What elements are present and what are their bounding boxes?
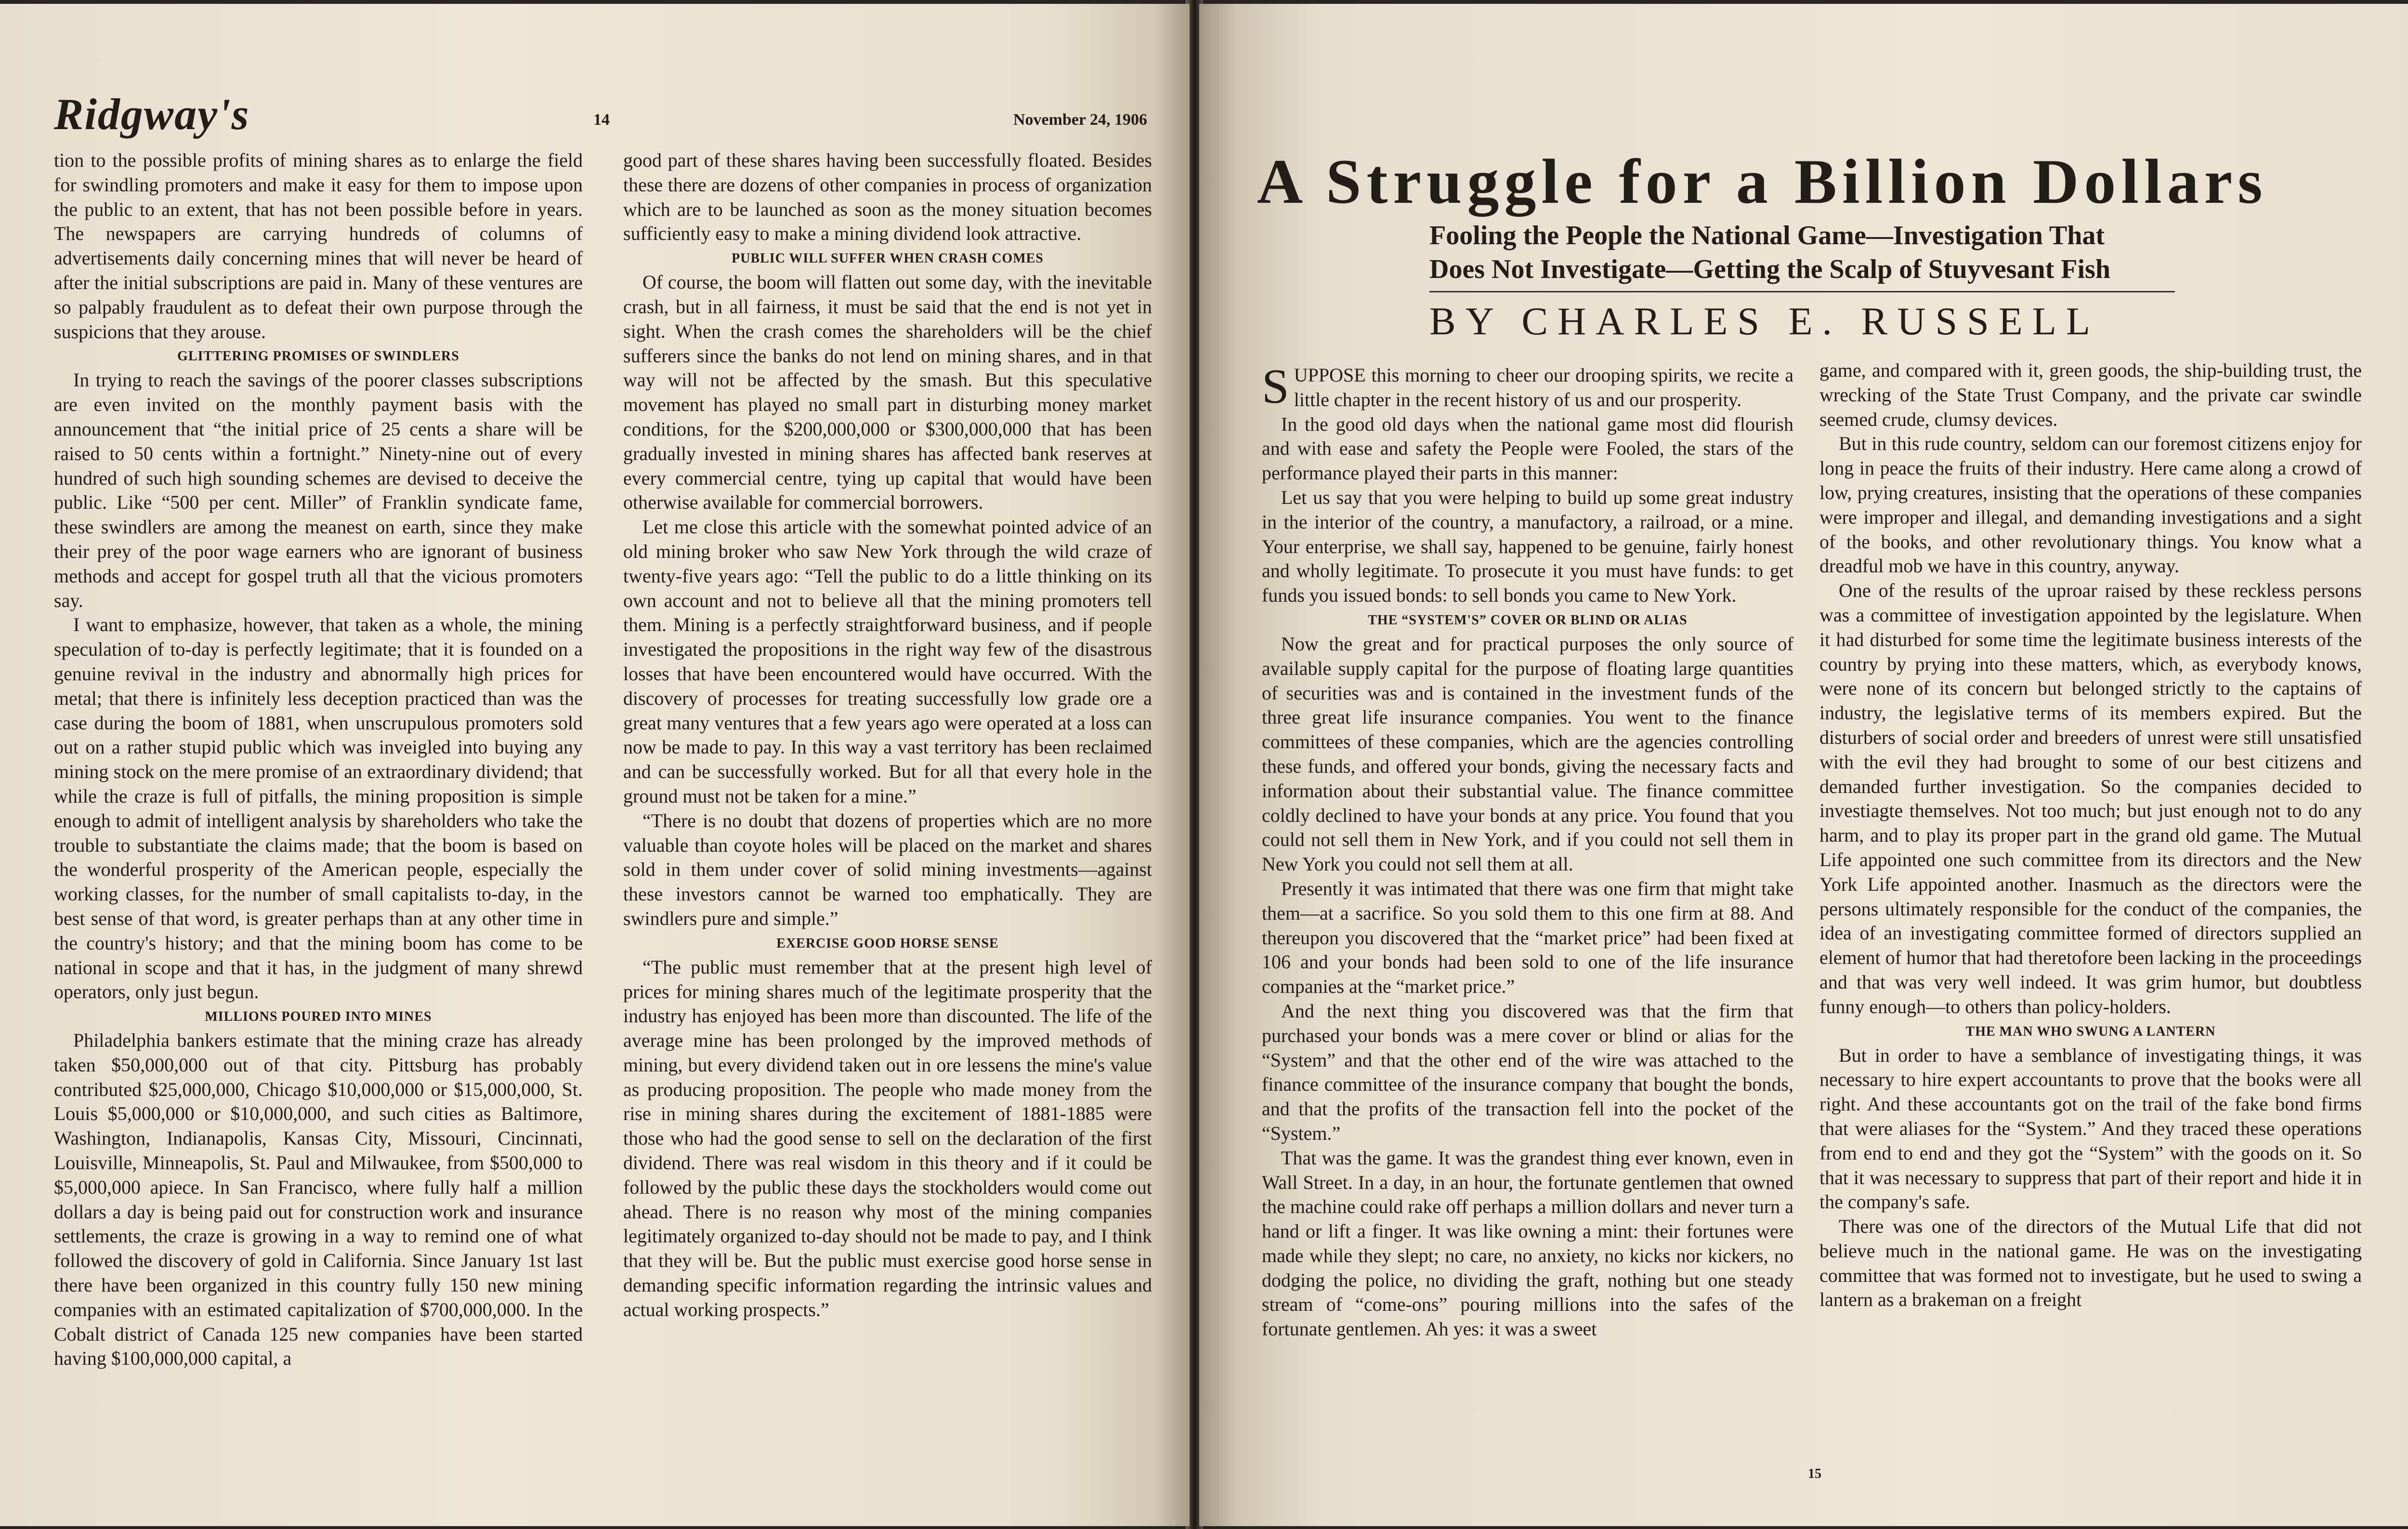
paragraph: In the good old days when the national game most did flourish and with ease and safety the People were Fooled, the stars of the performance played their parts in this manner: (1262, 413, 1793, 484)
section-heading: MILLIONS POURED INTO MINES (205, 1009, 432, 1025)
paragraph: Presently it was intimated that there was one firm that might take them—at a sacrifice. So you sold them to this one firm at 88. And thereupon you discovered that the “market price” had been fixed at 106 and your bonds had been sold to one of the life insurance companies at the “market price.” (1262, 877, 1793, 998)
page-number-right: 15 (1808, 1466, 1821, 1481)
section-heading: THE MAN WHO SWUNG A LANTERN (1965, 1024, 2216, 1039)
subtitle-line: Does Not Investigate—Getting the Scalp of Stuyvesant Fish (1429, 254, 2110, 284)
section-heading: PUBLIC WILL SUFFER WHEN CRASH COMES (732, 251, 1044, 266)
paragraph: But in this rude country, seldom can our foremost citizens enjoy for long in peace the fruits of their industry. Here came along a crowd of low, prying creatures, insisting that the operations of these companies were improper and illegal, and demanding investigations and a sight of the books, and other revolutionary things. You know what a dreadful mob we have in this country, anyway. (1819, 433, 2362, 577)
paragraph: “The public must remember that at the present high level of prices for mining shares much of the legitimate prosperity that the industry has enjoyed has been more than discounted. The life of the average mine has been prolonged by the improved methods of mining, but every dividend taken out in ore lessens the mine's value as producing proposition. The people who made money from the rise in mining shares during the excitement of 1881-1885 were those who had the good sense to sell on the declaration of the first dividend. There was real wisdom in this theory and if it could be followed by the public these days the stockholders would come out ahead. There is no reason why most of the mining companies legitimately organized to-day should not be made to pay, and I think that they will be. But the public must exercise good horse sense in demanding specific information regarding the intrinsic values and actual working prospects.” (623, 956, 1152, 1320)
paragraph: I want to emphasize, however, that taken as a whole, the mining speculation of to-day is perfectly legitimate; that it is founded on a genuine revival in the industry and abnormally high prices for metal; that there is infinitely less deception practiced than was the case during the boom of 1881, when unscrupulous promoters sold out on a rather stupid public which was inveigled into buying any mining stock on the mere promise of an extraordinary dividend; that while the craze is full of pitfalls, the mining proposition is simple enough to admit of intelligent analysis by shareholders who take the trouble to substantiate the claims made; that the boom is based on the wonderful prosperity of the American people, especially the working classes, for the number of small capitalists to-day, in the best sense of that word, is greater perhaps than at any other time in the country's history; and that the mining boom has come to be national in scope and that it has, in the judgment of many shrewd operators, only just begun. (54, 614, 583, 1003)
paragraph: But in order to have a semblance of investigating things, it was necessary to hire expert accountants to prove that the books were all right. And these accountants got on the trail of the fake bond firms that were aliases for the “System.” And they traced these operations from end to end and they got the “System” with the goods on it. So that it was necessary to suppress that part of their report and hide it in the company's safe. (1819, 1044, 2362, 1213)
paragraph: One of the results of the uproar raised by these reckless persons was a committee of investigation appointed by the legislature. When it had disturbed for some time the legitimate business interests of the country by prying into these matters, which, as everybody knows, were none of its concern but belonged strictly to the captains of industry, the legislative terms of its members expired. But the disturbers of social order and breeders of unrest were still unsatisfied with the evil they had brought to some of our best citizens and demanded further investigation. So the companies decided to investiagte themselves. Not too much; but just enough not to do any harm, and to play its proper part in the grand old game. The Mutual Life appointed one such committee from its directors and the New York Life appointed another. Inasmuch as the directors were the persons ultimately responsible for the conduct of the companies, the idea of an investigating committee formed of directors supplied an element of humor that had theretofore been lacking in the proceedings and that was very well indeed. It was grim humor, but doubtless funny enough—to others than policy-holders. (1819, 580, 2362, 1017)
section-heading: EXERCISE GOOD HORSE SENSE (776, 936, 999, 951)
paragraph-text: UPPOSE this morning to cheer our drooping spirits, we recite a little chapter in the recent history of us and our prosperity. (1294, 364, 1793, 410)
right-column-1 (1262, 359, 1793, 1342)
paragraph: good part of these shares having been successfully floated. Besides these there are dozens of other companies in process of organization which are to be launched as soon as the money situation becomes sufficiently easy to make a mining dividend look attractive. (623, 149, 1152, 245)
page-number-left: 14 (593, 111, 610, 129)
paragraph: That was the game. It was the grandest thing ever known, even in Wall Street. In a day, in an hour, the fortunate gentlemen that owned the machine could rake off perhaps a million dollars and never turn a hand or lift a finger. It was like owning a mint: their fortunes were made while they slept; no care, no anxiety, no kicks nor kickers, no dodging the police, no dividing the graft, nothing but one steady stream of “come-ons” pouring millions into the safes of the fortunate gentlemen. Ah yes: it was a sweet (1262, 1147, 1793, 1340)
article-subtitle (1429, 219, 2110, 286)
section-heading: GLITTERING PROMISES OF SWINDLERS (177, 349, 459, 364)
paragraph: There was one of the directors of the Mutual Life that did not believe much in the national game. He was on the investigating committee that was formed not to investigate, but he used to swing a lantern as a brakeman on a freight (1819, 1215, 2362, 1311)
paragraph: game, and compared with it, green goods, the ship-building trust, the wrecking of the State Trust Company, and the private car swindle seemed crude, clumsy devices. (1819, 359, 2362, 430)
title-rule (1429, 291, 2175, 292)
paragraph (1262, 359, 1793, 414)
paragraph: Let me close this article with the somewhat pointed advice of an old mining broker who saw New York through the wild craze of twenty-five years ago: “Tell the public to do a little thinking on its own account and not to believe all that the mining promoters tell them. Mining is a perfectly straightforward business, and if people investigated the propositions in the right way few of the disastrous losses that have been encountered would have occurred. With the discovery of processes for treating successfully low grade ore a great many ventures that a few years ago were operated at a loss can now be made to pay. In this way a vast territory has been reclaimed and can be successfully worked. But for all that every hole in the ground must not be taken for a mine.” (623, 516, 1152, 807)
section-heading: THE “SYSTEM'S” COVER OR BLIND OR ALIAS (1368, 612, 1688, 628)
left-page (0, 4, 1190, 1526)
paragraph: Philadelphia bankers estimate that the mining craze has already taken $50,000,000 out of that city. Pittsburg has probably contributed $25,000,000, Chicago $10,000,000 or $15,000,000, St. Louis $5,000,000 or $10,000,000, and such cities as Baltimore, Washington, Indianapolis, Kansas City, Missouri, Cincinnati, Louisville, Minneapolis, St. Paul and Milwaukee, from $500,000 to $5,000,000 apiece. In San Francisco, where fully half a million dollars a day is being paid out for construction work and insurance settlements, the craze is growing in a way to remind one of what followed the discovery of gold in California. Since January 1st last there have been organized in this country fully 150 new mining companies with an estimated capitalization of $700,000,000. In the Cobalt district of Canada 125 new companies have been started having $100,000,000 capital, a (54, 1029, 583, 1370)
paragraph: Now the great and for practical purposes the only source of available supply capital for the purpose of floating large quantities of securities was and is contained in the investment funds of the three great life insurance companies. You went to the finance committees of these companies, which are the agencies controlling these funds, and offered your bonds, giving the necessary facts and information about their substantial value. The finance committee coldly declined to have your bonds at any price. You found that you could not sell them in New York, and if you could not sell them in New York you could not sell them at all. (1262, 633, 1793, 875)
left-column-1 (54, 148, 583, 1371)
paragraph: tion to the possible profits of mining shares as to enlarge the field for swindling promoters and make it easy for them to impose upon the public to an extent, that has not been possible before in years. The newspapers are carrying hundreds of columns of advertisements daily concerning mines that will never be heard of after the initial subscriptions are paid in. Many of these ventures are so palpably fraudulent as to defeat their own purpose through the suspicions that they arouse. (54, 149, 583, 343)
issue-date: November 24, 1906 (1013, 111, 1147, 129)
paragraph: And the next thing you discovered was that the firm that purchased your bonds was a mere cover or blind or alias for the “System” and that the other end of the wire was attached to the finance committee of the insurance company that bought the bonds, and that the profits of the transaction fell into the pocket of the “System.” (1262, 1000, 1793, 1144)
paragraph: “There is no doubt that dozens of properties which are no more valuable than coyote holes will be placed on the market and shares sold in them under cover of solid mining investments—against these investors cannot be warned too emphatically. They are swindlers pure and simple.” (623, 809, 1152, 929)
paragraph: Of course, the boom will flatten out some day, with the inevitable crash, but in all fairness, it must be said that the end is not yet in sight. When the crash comes the shareholders will be the chief sufferers since the banks do not lend on mining shares, and in that way will not be affected by the smash. But this speculative movement has played no small part in disturbing money market conditions, for the $200,000,000 or $300,000,000 that has been gradually invested in mining shares has affected bank reserves at every commercial centre, tying up capital that would have been otherwise available for commercial borrowers. (623, 271, 1152, 514)
masthead-logo: Ridgway's (54, 90, 250, 139)
right-column-2 (1819, 358, 2362, 1312)
paragraph: Let us say that you were helping to build up some great industry in the interior of the country, a manufactory, a railroad, or a mine. Your enterprise, we shall say, happened to be genuine, fairly honest and wholly legitimate. To prosecute it you must have funds: to get funds you issued bonds: to sell bonds you came to New York. (1262, 486, 1793, 606)
subtitle-line: Fooling the People the National Game—Investigation That (1429, 221, 2105, 250)
article-title: A Struggle for a Billion Dollars (1257, 146, 2268, 217)
drop-cap: S (1262, 359, 1289, 414)
paragraph: In trying to reach the savings of the poorer classes subscriptions are even invited on the monthly payment basis with the announcement that “the initial price of 25 cents a share will be raised to 50 cents within a fortnight.” Ninety-nine out of every hundred of such high sounding schemes are devised to deceive the public. Like “500 per cent. Miller” of Franklin syndicate fame, these swindlers are among the meanest on earth, since they make their prey of the poor wage earners who are ignorant of business methods and accept for gospel truth all that the vicious promoters say. (54, 369, 583, 611)
left-column-2 (623, 148, 1152, 1322)
article-byline: BY CHARLES E. RUSSELL (1429, 299, 2100, 343)
